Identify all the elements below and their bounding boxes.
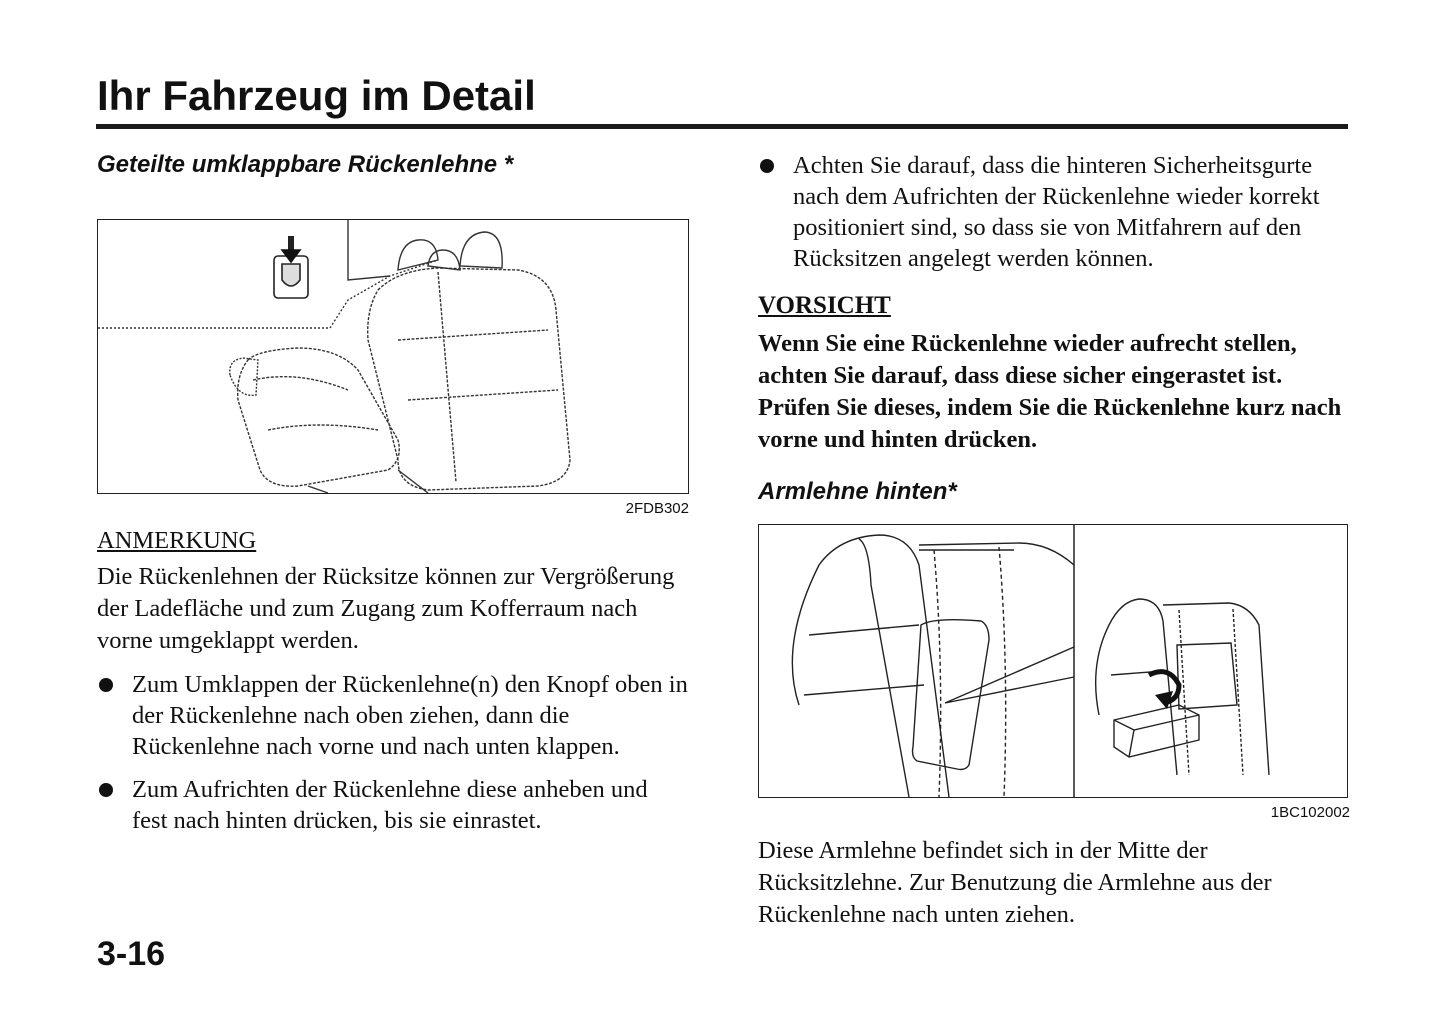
list-item <box>97 669 689 762</box>
pull-down-arrow-icon <box>1149 672 1179 709</box>
right-bullet-list <box>758 150 1350 274</box>
figure-code-right: 1BC102002 <box>1270 804 1350 821</box>
caution-heading: VORSICHT <box>758 292 891 319</box>
bullet-text: Zum Umklappen der Rückenlehne(n) den Knopf oben in der Rückenlehne nach oben ziehen, dann die Rückenlehne nach vorne und nach unten klappen. <box>132 671 688 760</box>
armrest-description: Diese Armlehne befindet sich in der Mitte der Rücksitzlehne. Zur Benutzung die Armlehne aus der Rückenlehne nach unten ziehen. <box>758 837 1272 928</box>
figure-armrest <box>758 524 1348 798</box>
armrest-illustration <box>759 525 1347 797</box>
figure-folding-seat <box>97 219 689 494</box>
section-heading-armrest: Armlehne hinten* <box>758 478 957 505</box>
bullet-icon <box>99 783 113 797</box>
list-item <box>97 774 689 836</box>
title-divider <box>96 124 1348 129</box>
folding-seat-illustration <box>98 220 688 493</box>
page-title: Ihr Fahrzeug im Detail <box>97 72 536 119</box>
release-knob-icon <box>274 236 308 298</box>
section-heading-split-backrest: Geteilte umklappbare Rückenlehne * <box>97 151 514 178</box>
left-bullet-list <box>97 669 689 836</box>
bullet-icon <box>760 159 774 173</box>
caution-text: Wenn Sie eine Rückenlehne wieder aufrecht stellen, achten Sie darauf, dass diese sicher eingerastet ist. Prüfen Sie dieses, indem Sie die Rückenlehne kurz nach vorne und hinten drücken. <box>758 330 1342 453</box>
left-column <box>97 150 689 836</box>
bullet-text: Achten Sie darauf, dass die hinteren Sicherheitsgurte nach dem Aufrichten der Rückenlehne wieder korrekt positioniert sind, so dass sie von Mitfahrern auf den Rücksitzen angelegt werden können. <box>793 152 1320 272</box>
figure-code-left: 2FDB302 <box>625 500 689 517</box>
bullet-text: Zum Aufrichten der Rückenlehne diese anheben und fest nach hinten drücken, bis sie einrastet. <box>132 776 648 834</box>
note-heading: ANMERKUNG <box>97 527 257 554</box>
page-number: 3-16 <box>97 935 166 973</box>
right-column <box>758 150 1350 931</box>
bullet-icon <box>99 678 113 692</box>
list-item <box>758 150 1350 274</box>
note-text: Die Rückenlehnen der Rücksitze können zur Vergrößerung der Ladefläche und zum Zugang zum Kofferraum nach vorne umgeklappt werden. <box>97 563 675 654</box>
